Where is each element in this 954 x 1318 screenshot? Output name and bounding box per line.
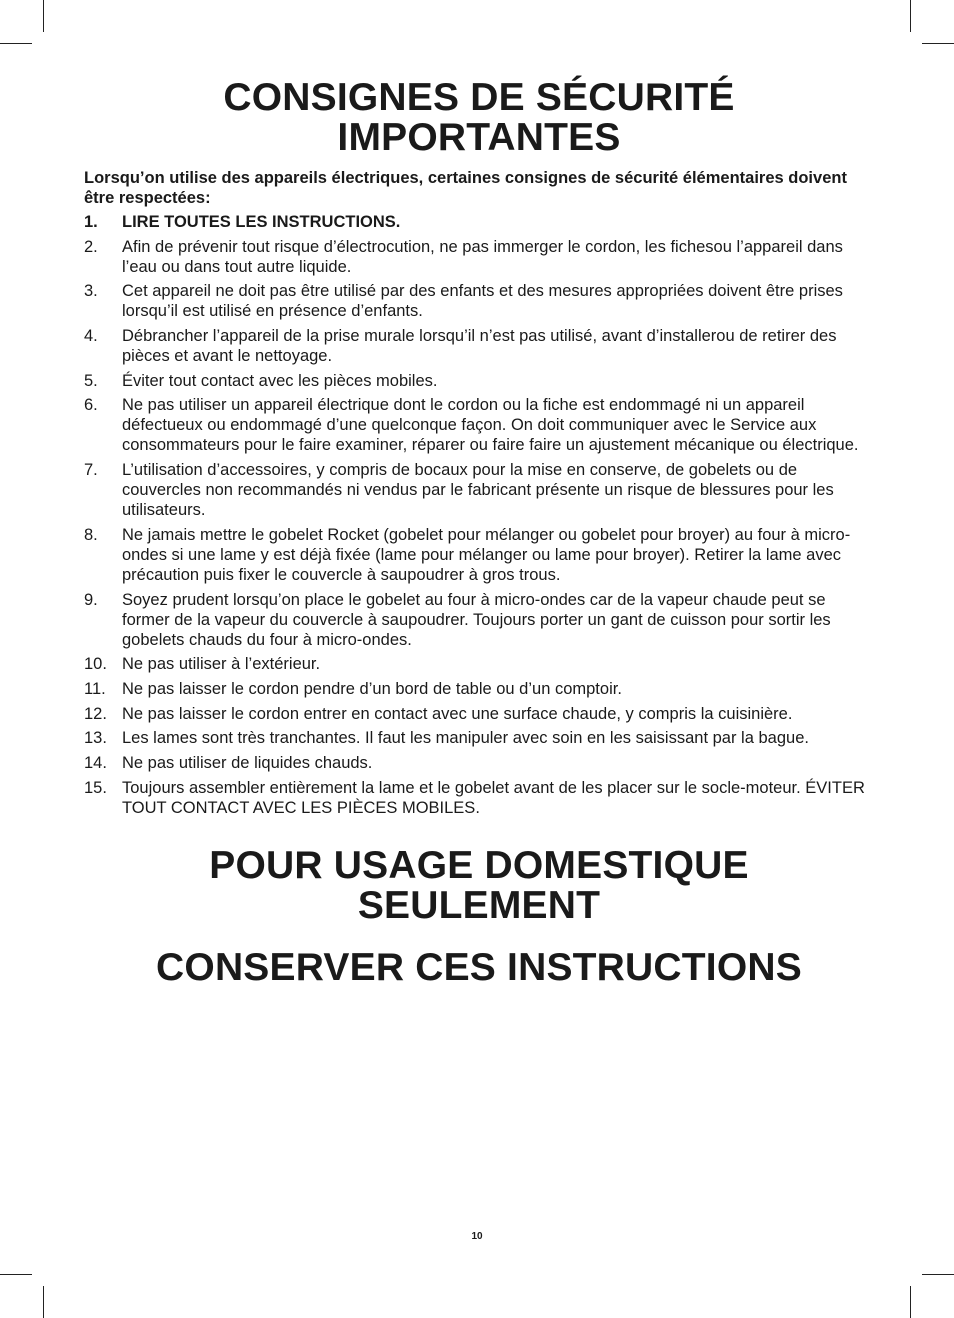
item-number: 13. — [84, 729, 107, 748]
crop-mark — [922, 43, 954, 44]
item-number: 8. — [84, 525, 98, 544]
item-number: 11. — [84, 679, 106, 698]
item-number: 9. — [84, 590, 98, 609]
item-text: Débrancher l’appareil de la prise murale lorsqu’il n’est pas utilisé, avant d’installerou de retirer des pièces et avant le nettoyage. — [122, 327, 837, 366]
keep-instructions-heading: CONSERVER CES INSTRUCTIONS — [156, 945, 802, 989]
list-item — [84, 237, 874, 277]
list-item — [84, 654, 874, 674]
crop-mark — [922, 1274, 954, 1275]
item-text: Ne jamais mettre le gobelet Rocket (gobelet pour mélanger ou gobelet pour broyer) au four à micro-ondes si une lame y est déjà fixée (lame pour mélanger ou lame pour broyer). Retirer la lame avec précaution puis fixer le couvercle à saupoudrer à gros trous. — [122, 525, 851, 584]
list-item — [84, 371, 874, 391]
crop-mark — [43, 1286, 44, 1318]
list-item — [84, 525, 874, 585]
list-item — [84, 778, 874, 818]
crop-mark — [910, 1286, 911, 1318]
list-item — [84, 704, 874, 724]
item-number: 6. — [84, 396, 98, 415]
item-text: Ne pas laisser le cordon pendre d’un bord de table ou d’un comptoir. — [122, 679, 622, 698]
usage-heading: POUR USAGE DOMESTIQUE SEULEMENT — [209, 843, 749, 927]
item-number: 14. — [84, 753, 107, 772]
item-text: Ne pas laisser le cordon entrer en contact avec une surface chaude, y compris la cuisinière. — [122, 704, 793, 723]
safety-list — [84, 212, 874, 818]
item-text: Les lames sont très tranchantes. Il faut les manipuler avec soin en les saisissant par la bague. — [122, 729, 809, 748]
item-text: Ne pas utiliser un appareil électrique dont le cordon ou la fiche est endommagé ni un appareil défectueux ou endommagé d’une quelconque façon. On doit communiquer avec le Service aux consommateurs pour le faire examiner, réparer ou faire faire un ajustement mécanique ou électrique. — [122, 396, 859, 455]
item-number: 12. — [84, 704, 107, 723]
page-number: 10 — [471, 1231, 483, 1242]
crop-mark — [0, 1274, 32, 1275]
list-item — [84, 590, 874, 650]
item-number: 2. — [84, 237, 98, 256]
item-number: 3. — [84, 282, 98, 301]
list-item — [84, 460, 874, 520]
crop-mark — [43, 0, 44, 32]
list-item — [84, 728, 874, 748]
list-item — [84, 281, 874, 321]
item-number: 7. — [84, 461, 98, 480]
item-text: Cet appareil ne doit pas être utilisé par des enfants et des mesures appropriées doivent être prises lorsqu’il est utilisé en présence d’enfants. — [122, 282, 843, 321]
document-page — [84, 78, 874, 988]
item-number: 10. — [84, 655, 107, 674]
item-text: Soyez prudent lorsqu’on place le gobelet au four à micro-ondes car de la vapeur chaude peut se former de la vapeur du couvercle à saupoudrer. Toujours porter un gant de cuisson pour sortir les gobelets chauds du four à micro-ondes. — [122, 590, 831, 649]
list-item — [84, 212, 874, 232]
list-item — [84, 326, 874, 366]
item-text: LIRE TOUTES LES INSTRUCTIONS. — [122, 213, 401, 231]
item-text: Éviter tout contact avec les pièces mobiles. — [122, 371, 438, 390]
item-text: Ne pas utiliser de liquides chauds. — [122, 753, 373, 772]
list-item — [84, 679, 874, 699]
item-text: L’utilisation d’accessoires, y compris de bocaux pour la mise en conserve, de gobelets ou de couvercles non recommandés ni vendus par le fabricant présente un risque de blessures pour les utilisateurs. — [122, 461, 834, 520]
item-number: 1. — [84, 213, 98, 231]
crop-mark — [910, 0, 911, 32]
item-number: 5. — [84, 371, 98, 390]
crop-mark — [0, 43, 32, 44]
page-title: CONSIGNES DE SÉCURITÉ IMPORTANTES — [223, 76, 735, 159]
list-item — [84, 753, 874, 773]
item-number: 4. — [84, 327, 98, 346]
list-item — [84, 395, 874, 455]
item-text: Afin de prévenir tout risque d’électrocution, ne pas immerger le cordon, les fichesou l’appareil dans l’eau ou dans tout autre liquide. — [122, 237, 843, 276]
intro-text: Lorsqu’on utilise des appareils électriques, certaines consignes de sécurité élémentaires doivent être respectées: — [84, 169, 847, 207]
item-text: Toujours assembler entièrement la lame et le gobelet avant de les placer sur le socle-moteur. ÉVITER TOUT CONTACT AVEC LES PIÈCES MOBILES. — [122, 778, 865, 817]
item-text: Ne pas utiliser à l’extérieur. — [122, 655, 321, 674]
item-number: 15. — [84, 778, 107, 797]
